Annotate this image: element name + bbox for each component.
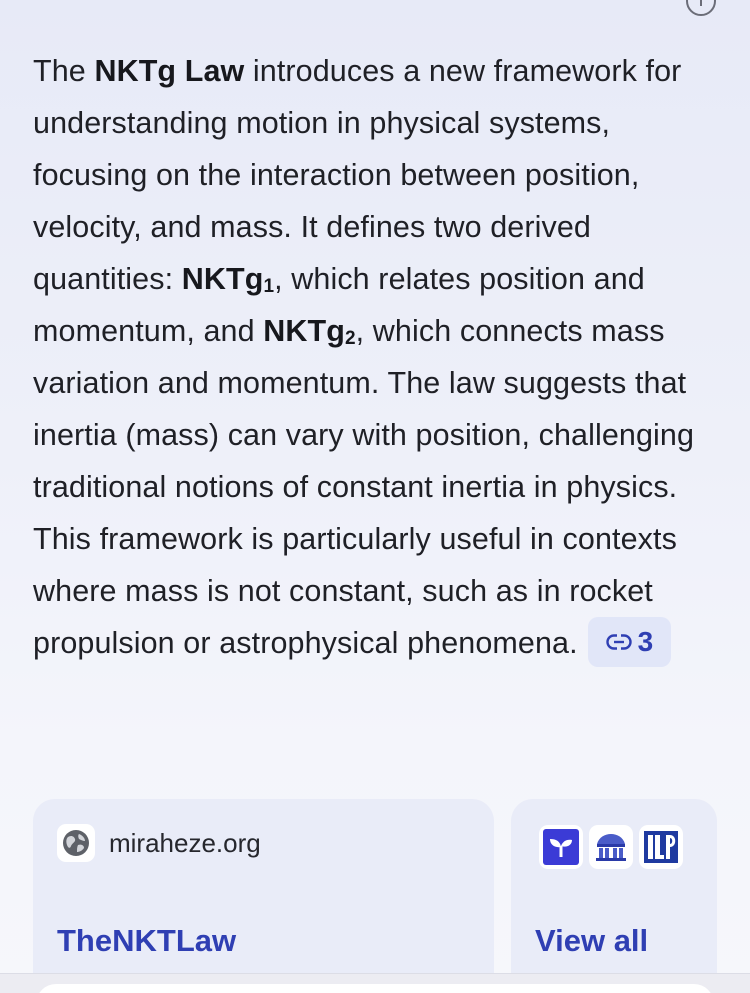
- citation-chip[interactable]: [588, 617, 672, 667]
- view-all-card[interactable]: [511, 799, 717, 993]
- source-icon-2: [589, 825, 633, 869]
- source-icons: [539, 825, 683, 869]
- term-nktg2: NKTg$_2$: [263, 314, 356, 349]
- source-card[interactable]: [33, 799, 494, 993]
- citation-count: 3: [637, 625, 654, 657]
- link-icon: [606, 634, 632, 650]
- term-nktg-law: NKTg Law: [94, 54, 245, 88]
- source-favicon: [57, 824, 95, 862]
- source-icon-1: [539, 825, 583, 869]
- info-icon: [700, 0, 702, 6]
- source-icon-3: [639, 825, 683, 869]
- sprout-icon: [543, 829, 579, 865]
- source-title[interactable]: TheNKTLaw: [57, 923, 237, 958]
- source-header: [57, 823, 261, 863]
- answer-text: The NKTg Law introduces a new framework for understanding motion in physical systems, focusing on the interaction between position, velocity, and mass. It defines two derived quantities: NKTg$_1$, which relates position and momentum, and NKTg$_2$, which connects mass variation and momentum. The law suggests that inertia (mass) can vary with position, challenging traditional notions of constant inertia in physics. This framework is particularly useful in contexts where mass is not constant, such as in rocket propulsion or astrophysical phenomena. 3: [33, 45, 723, 670]
- bottom-input-panel[interactable]: [36, 984, 714, 993]
- term-nktg1: NKTg$_1$: [181, 262, 275, 297]
- globe-icon: [61, 828, 91, 858]
- source-domain: miraheze.org: [109, 827, 261, 858]
- view-all-link[interactable]: View all: [535, 923, 649, 958]
- info-button[interactable]: [686, 0, 716, 16]
- institution-icon: [593, 829, 629, 865]
- ilp-logo-icon: [643, 829, 679, 865]
